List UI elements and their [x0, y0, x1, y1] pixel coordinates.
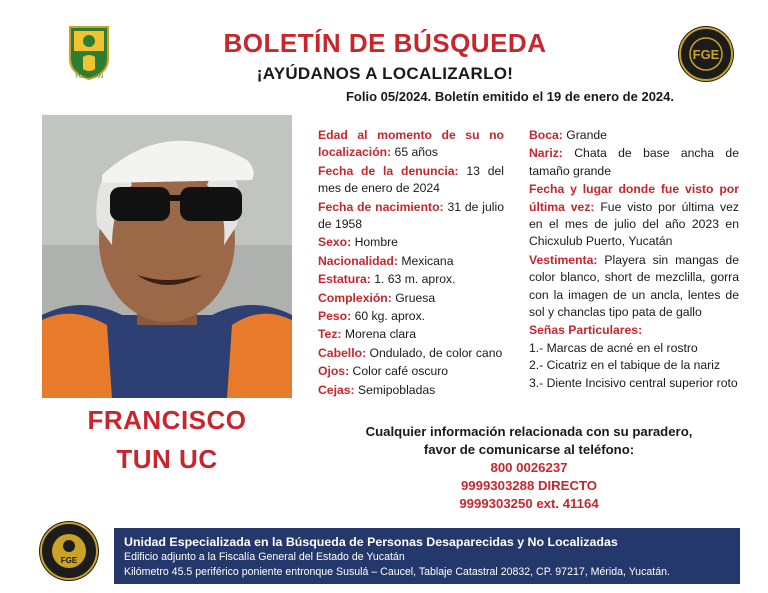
distinctive-mark-item: 1.- Marcas de acné en el rostro — [529, 340, 698, 355]
detail-eyes: Ojos: Color café oscuro — [318, 364, 449, 379]
footer-address: Kilómetro 45.5 periférico poniente entronque Susulá – Caucel, Tablaje Catastral 20832, CP. 97217, Mérida, Yucatán. — [124, 566, 670, 578]
detail-last-seen: Fecha y lugar donde fue visto por última vez: Fue visto por última vez en el mes de julio del año 2023 en Chicxulub Puerto, Yucatán — [529, 182, 739, 249]
detail-complexion: Tez: Morena clara — [318, 327, 417, 342]
detail-eyebrows: Cejas: Semipobladas — [318, 382, 436, 397]
missing-person-photo — [42, 115, 292, 398]
detail-nationality: Nacionalidad: Mexicana — [318, 253, 454, 268]
contact-phone-tollfree[interactable]: 800 0026237 — [490, 460, 568, 475]
contact-phone-direct[interactable]: 9999303288 DIRECTO — [460, 478, 598, 493]
contact-phone-extension[interactable]: 9999303250 ext. 41164 — [459, 496, 599, 511]
seal-right-label: FGE — [692, 47, 720, 62]
yucatan-seal-icon — [66, 25, 112, 81]
details-column-left — [318, 127, 504, 400]
fge-unit-seal-icon — [38, 520, 100, 582]
detail-report-date: Fecha de la denuncia: 13 del mes de enero de 2024 — [318, 163, 505, 196]
distinctive-mark-item: 3.- Diente Incisivo central superior roto — [529, 375, 738, 390]
distinctive-marks-label: Señas Particulares: — [529, 323, 643, 338]
bulletin-title: BOLETÍN DE BÚSQUEDA — [223, 28, 547, 58]
person-name-first: FRANCISCO — [87, 405, 247, 435]
detail-build: Complexión: Gruesa — [318, 290, 436, 305]
contact-block — [320, 423, 738, 513]
detail-mouth: Boca: Grande — [529, 128, 607, 142]
details-column-right — [529, 127, 739, 393]
detail-hair: Cabello: Ondulado, de color cano — [318, 345, 503, 360]
portrait-photo-icon — [42, 115, 292, 398]
detail-birth-date: Fecha de nacimiento: 31 de julio de 1958 — [318, 199, 504, 232]
footer-banner — [114, 528, 740, 584]
bulletin-folio: Folio 05/2024. Boletín emitido el 19 de enero de 2024. — [345, 89, 674, 104]
seal-left-caption: YUCATÁN — [74, 74, 104, 80]
footer-building: Edificio adjunto a la Fiscalía General del Estado de Yucatán — [124, 551, 405, 563]
contact-intro-line1: Cualquier información relacionada con su paradero, — [365, 424, 693, 439]
detail-age: Edad al momento de su no localización: 65 años — [318, 128, 504, 160]
contact-intro-line2: favor de comunicarse al teléfono: — [423, 442, 635, 457]
detail-height: Estatura: 1. 63 m. aprox. — [318, 272, 456, 287]
detail-sex: Sexo: Hombre — [318, 235, 398, 250]
detail-clothing: Vestimenta: Playera sin mangas de color blanco, short de mezclilla, gorra con la imagen de un ancla, lentes de sol y chanclas tipo pata de gallo — [529, 252, 739, 320]
detail-nose: Nariz: Chata de base ancha de tamaño grande — [529, 146, 739, 178]
fge-seal-icon — [677, 25, 735, 83]
seal-bottom-label: FGE — [60, 556, 78, 565]
detail-distinctive-marks — [529, 322, 739, 392]
footer-unit-name: Unidad Especializada en la Búsqueda de Personas Desaparecidas y No Localizadas — [124, 535, 618, 549]
distinctive-mark-item: 2.- Cicatriz en el tabique de la nariz — [529, 358, 721, 373]
detail-weight: Peso: 60 kg. aprox. — [318, 309, 426, 324]
person-name-last: TUN UC — [116, 444, 218, 474]
bulletin-subtitle: ¡AYÚDANOS A LOCALIZARLO! — [256, 64, 514, 83]
